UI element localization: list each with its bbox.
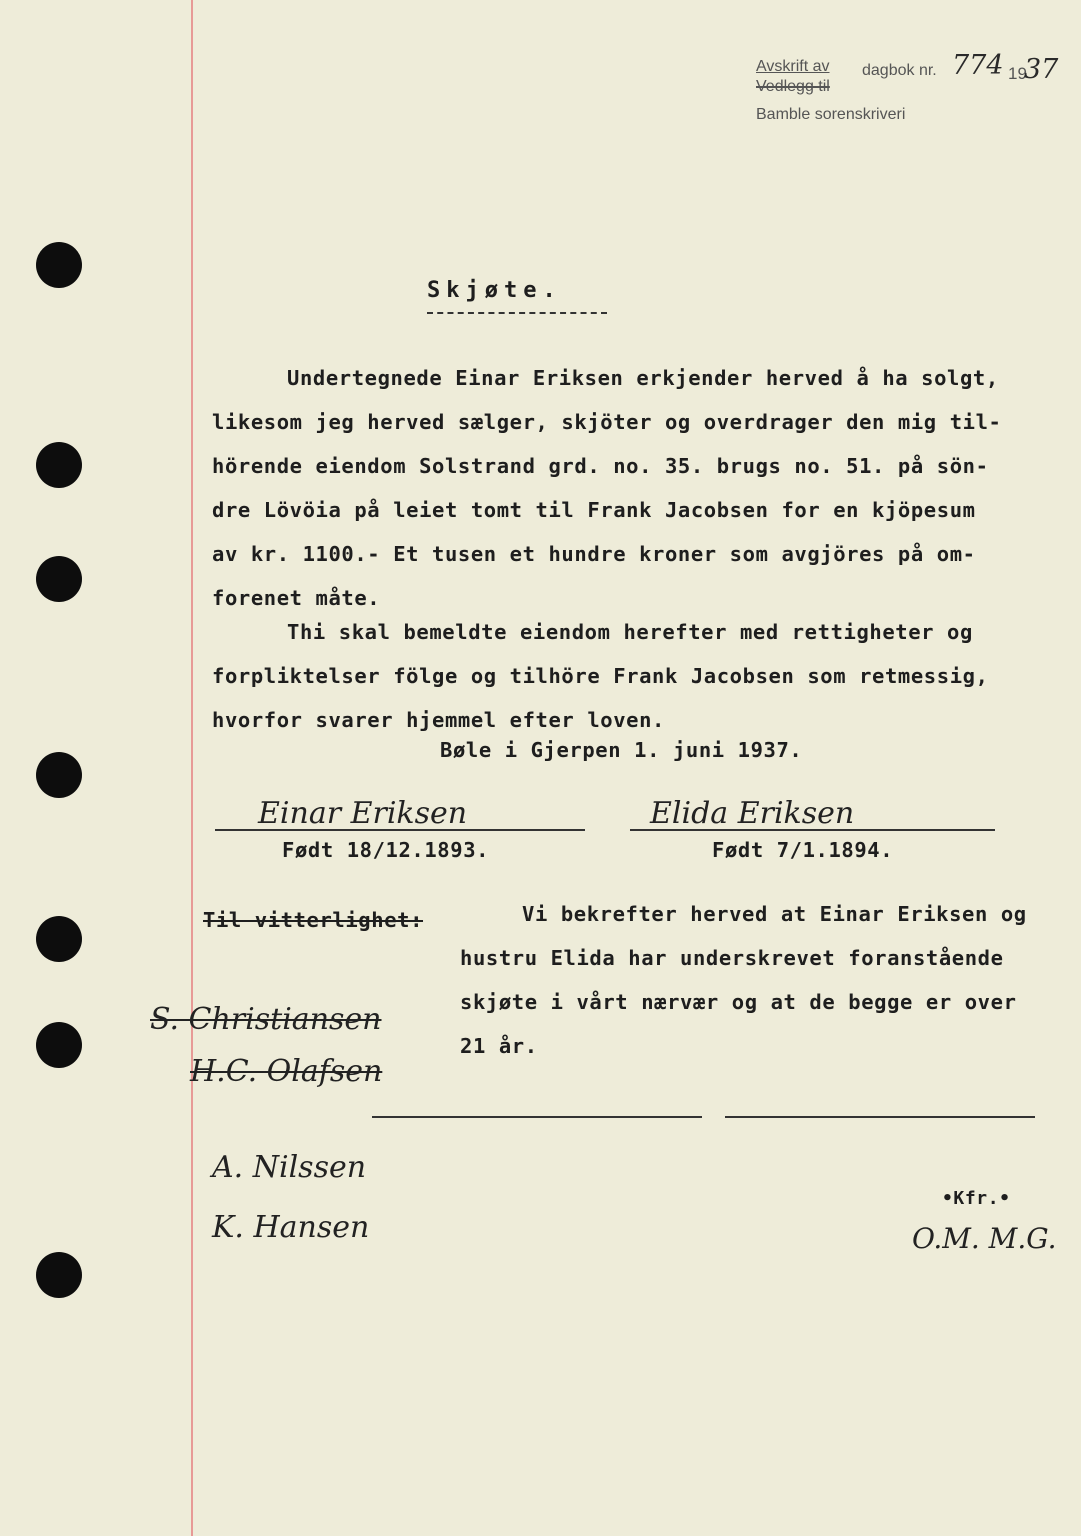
dagbok-number: 774 xyxy=(952,50,1004,81)
punch-hole xyxy=(36,242,82,288)
stamp-dagbok: dagbok nr. xyxy=(862,62,937,79)
statement-line: 21 år. xyxy=(460,1034,538,1058)
paragraph-sale xyxy=(212,356,1002,620)
born-elida: Født 7/1.1894. xyxy=(712,838,894,862)
punch-hole xyxy=(36,916,82,962)
year-prefix: 19 xyxy=(1008,64,1027,83)
paragraph-line: likesom jeg herved sælger, skjöter og overdrager den mig til- xyxy=(212,410,1002,434)
footer-initials: O.M. M.G. xyxy=(912,1222,1057,1255)
stamp-office: Bamble sorenskriveri xyxy=(756,106,906,123)
kfr-mark: •Kfr.• xyxy=(942,1188,1011,1209)
punch-hole xyxy=(36,1022,82,1068)
paragraph-line: forpliktelser fölge og tilhöre Frank Jacobsen som retmessig, xyxy=(212,664,989,688)
signature-line xyxy=(630,829,995,831)
statement-line: hustru Elida har underskrevet foranstående xyxy=(460,946,1004,970)
paragraph-line: av kr. 1100.- Et tusen et hundre kroner som avgjöres på om- xyxy=(212,542,976,566)
stamp-vedlegg: Vedlegg til xyxy=(756,78,830,95)
witness-signature: K. Hansen xyxy=(212,1210,370,1245)
paragraph-rights xyxy=(212,610,1002,742)
punch-hole xyxy=(36,442,82,488)
title-underline xyxy=(427,312,607,314)
blank-signature-line xyxy=(725,1116,1035,1118)
signature-elida: Elida Eriksen xyxy=(650,796,855,831)
paragraph-line: Undertegnede Einar Eriksen erkjender herved å ha solgt, xyxy=(287,366,999,390)
place-date: Bøle i Gjerpen 1. juni 1937. xyxy=(440,738,803,762)
signature-line xyxy=(215,829,585,831)
paragraph-line: hvorfor svarer hjemmel efter loven. xyxy=(212,708,665,732)
margin-line xyxy=(191,0,193,1536)
punch-hole xyxy=(36,1252,82,1298)
paragraph-line: Thi skal bemeldte eiendom herefter med rettigheter og xyxy=(287,620,973,644)
year-suffix: 37 xyxy=(1024,54,1059,85)
punch-hole xyxy=(36,752,82,798)
witness-statement xyxy=(460,892,1060,1068)
statement-line: skjøte i vårt nærvær og at de begge er over xyxy=(460,990,1017,1014)
witness-label: Til vitterlighet: xyxy=(203,908,424,932)
stamp-avskrift: Avskrift av xyxy=(756,58,830,75)
statement-line: Vi bekrefter herved at Einar Eriksen og xyxy=(522,902,1027,926)
paragraph-line: dre Lövöia på leiet tomt til Frank Jacobsen for en kjöpesum xyxy=(212,498,976,522)
born-einar: Født 18/12.1893. xyxy=(282,838,490,862)
punch-hole xyxy=(36,556,82,602)
blank-signature-line xyxy=(372,1116,702,1118)
witness-signature-struck: S. Christiansen xyxy=(150,1002,382,1037)
witness-signature-struck: H.C. Olafsen xyxy=(190,1054,383,1089)
paragraph-line: hörende eiendom Solstrand grd. no. 35. brugs no. 51. på sön- xyxy=(212,454,989,478)
paragraph-line: forenet måte. xyxy=(212,586,381,610)
signature-einar: Einar Eriksen xyxy=(258,796,468,831)
witness-signature: A. Nilssen xyxy=(212,1150,367,1185)
document-title: Skjøte. xyxy=(427,278,562,303)
